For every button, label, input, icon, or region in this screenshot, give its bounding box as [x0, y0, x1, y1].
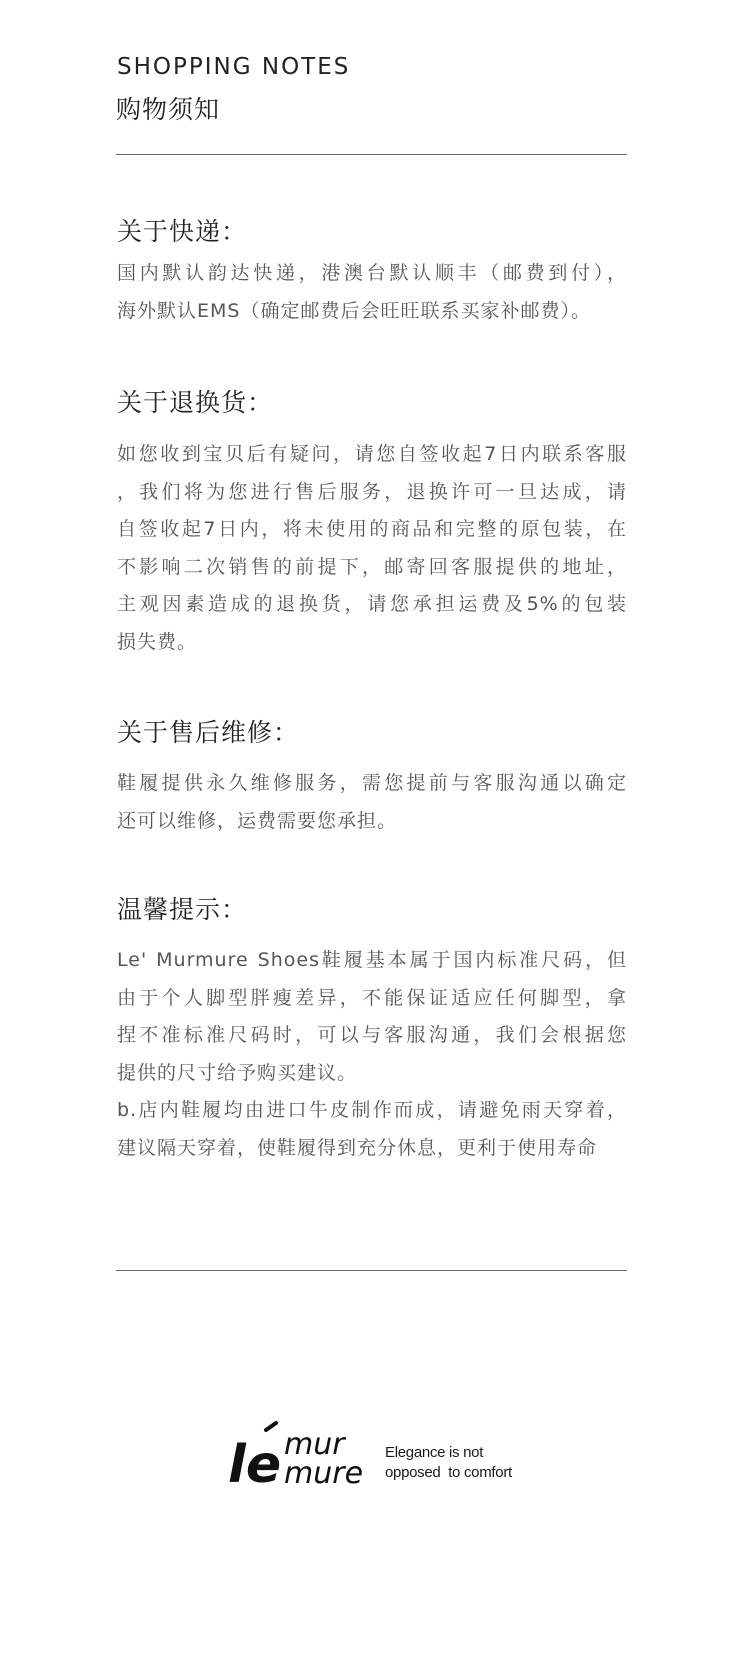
section-body-returns [117, 436, 627, 661]
text-line: 鞋履提供永久维修服务，需您提前与客服沟通以确定 [117, 772, 627, 794]
section-body-repairs [117, 765, 627, 840]
page-title-en: SHOPPING NOTES [117, 54, 351, 80]
text-line: 国内默认韵达快递，港澳台默认顺丰（邮费到付）， [117, 262, 627, 284]
text-line: 由于个人脚型胖瘦差异，不能保证适应任何脚型，拿 [117, 986, 627, 1009]
text-line: 损失费。 [117, 630, 198, 653]
text-line: 建议隔天穿着，使鞋履得到充分休息，更利于使用寿命 [117, 1136, 598, 1159]
section-title-repairs: 关于售后维修： [117, 718, 300, 747]
section-title-delivery: 关于快递： [117, 217, 248, 246]
bottom-divider [116, 1270, 627, 1271]
text-line: Le' Murmure Shoes鞋履基本属于国内标准尺码，但 [117, 949, 627, 971]
text-line: 提供的尺寸给予购买建议。 [117, 1061, 358, 1084]
logo-mur-text: mur [284, 1427, 345, 1462]
text-line: 还可以维修，运费需要您承担。 [117, 809, 398, 832]
page-title-cn: 购物须知 [116, 95, 221, 124]
section-body-delivery [117, 255, 627, 330]
logo-mure-text: mure [284, 1456, 364, 1490]
text-line: 海外默认EMS（确定邮费后会旺旺联系买家补邮费）。 [117, 299, 591, 322]
section-title-tips: 温馨提示： [117, 895, 248, 924]
text-line: 捏不准标准尺码时，可以与客服沟通，我们会根据您 [117, 1024, 627, 1046]
text-line: ，我们将为您进行售后服务，退换许可一旦达成，请 [117, 480, 627, 503]
section-title-returns: 关于退换货： [117, 388, 274, 417]
text-line: 主观因素造成的退换货，请您承担运费及5%的包装 [117, 593, 627, 615]
logo-le-text: le [228, 1435, 282, 1490]
section-body-tips [117, 942, 627, 1167]
logo-tagline-line1: Elegance is not [385, 1444, 484, 1461]
logo-tagline-line2: opposed to comfort [385, 1464, 512, 1481]
text-line: 如您收到宝贝后有疑问，请您自签收起7日内联系客服 [117, 443, 627, 465]
logo-tagline [385, 1443, 512, 1483]
text-line: 不影响二次销售的前提下，邮寄回客服提供的地址， [117, 555, 627, 578]
text-line: 自签收起7日内，将未使用的商品和完整的原包装，在 [117, 518, 627, 540]
top-divider [116, 154, 627, 155]
text-line: b.店内鞋履均由进口牛皮制作而成，请避免雨天穿着， [117, 1099, 627, 1121]
